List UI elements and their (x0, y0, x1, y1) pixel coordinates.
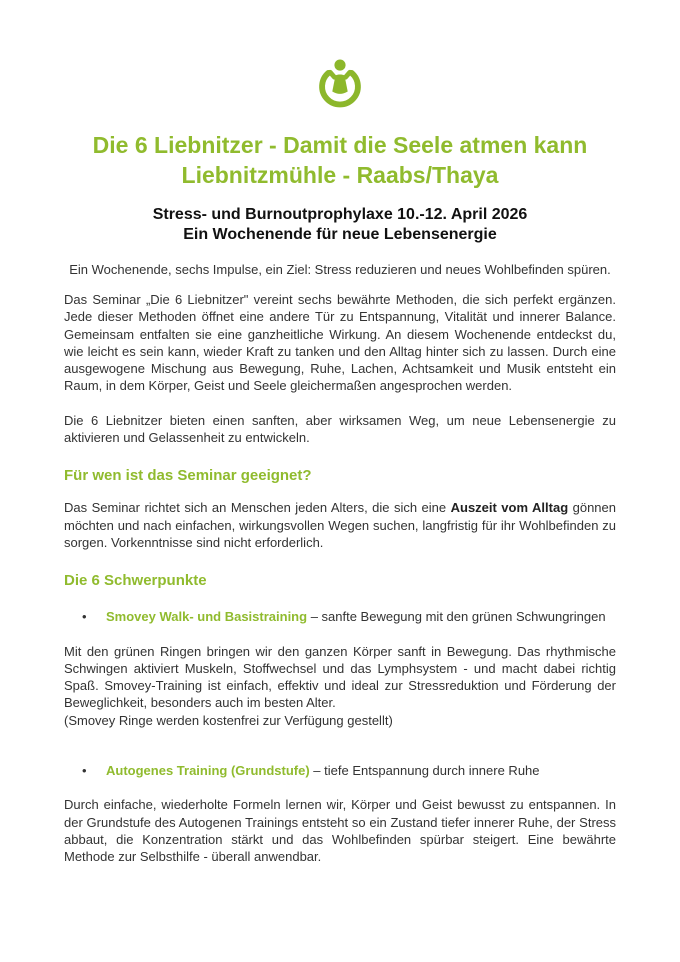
paragraph-smovey: Mit den grünen Ringen bringen wir den ganzen Körper sanft in Bewegung. Das rhythmische Schwingen aktiviert Muskeln, Stoffwechsel und das Lymphsystem - und macht dabei richtig Spaß. Smovey-Training ist einfach, effektiv und ideal zur Stressreduktion und Förderung der Beweglichkeit, besonders auch im besten Alter. (64, 643, 616, 711)
section-heading-focus: Die 6 Schwerpunkte (64, 572, 207, 590)
bullet-item-smovey (64, 608, 616, 625)
subtitle-line1: Stress- und Burnoutprophylaxe 10.-12. April 2026 (152, 206, 528, 223)
title-line1: Die 6 Liebnitzer - Damit die Seele atmen kann (92, 132, 588, 158)
page-title (64, 130, 616, 190)
title-line2: Liebnitzmühle - Raabs/Thaya (181, 162, 499, 188)
paragraph-autogenes: Durch einfache, wiederholte Formeln lernen wir, Körper und Geist bewusst zu entspannen. In der Grundstufe des Autogenen Trainings entsteht so ein Zustand tiefer innerer Ruhe, der Stress abbaut, die Konzentration stärkt und das Wohlbefinden spürbar steigert. Eine bewährte Methode zur Selbsthilfe - überall anwendbar. (64, 797, 616, 865)
smovey-note-line: (Smovey Ringe werden kostenfrei zur Verfügung gestellt) (64, 712, 393, 728)
bullet-icon: • (82, 609, 87, 625)
seminar-subtitle (64, 205, 616, 245)
bullet-text-autogenes: – tiefe Entspannung durch innere Ruhe (313, 763, 540, 779)
audience-text-post: gönnen möchten und nach einfachen, wirkungsvollen Wegen suchen, langfristig für ihr Wohlbefinden zu sorgen. Vorkenntnisse sind nicht erforderlich. (64, 500, 616, 550)
audience-text-bold: Auszeit vom Alltag (450, 500, 569, 516)
logo (64, 57, 616, 109)
bullet-text-smovey: – sanfte Bewegung mit den grünen Schwungringen (310, 609, 606, 625)
intro-line: Ein Wochenende, sechs Impulse, ein Ziel: Stress reduzieren und neues Wohlbefinden spüren. (69, 262, 611, 277)
paragraph-audience (64, 499, 616, 551)
paragraph-benefit: Die 6 Liebnitzer bieten einen sanften, aber wirksamen Weg, um neue Lebensenergie zu aktivieren und Gelassenheit zu entwickeln. (64, 412, 616, 446)
person-in-circle-logo-icon (313, 57, 367, 109)
bullet-label-autogenes: Autogenes Training (Grundstufe) (106, 763, 310, 779)
bullet-icon: • (82, 763, 87, 779)
section-heading-audience: Für wen ist das Seminar geeignet? (64, 467, 312, 485)
subtitle-line2: Ein Wochenende für neue Lebensenergie (183, 226, 497, 243)
paragraph-about-seminar: Das Seminar „Die 6 Liebnitzer" vereint sechs bewährte Methoden, die sich perfekt ergänzen. Jede dieser Methoden öffnet eine andere Tür zu Entspannung, Vitalität und innerer Balance. Gemeinsam entfalten sie eine ganzheitliche Wirkung. An diesem Wochenende entdeckst du, wie leicht es sein kann, wieder Kraft zu tanken und den Alltag hinter sich zu lassen. Durch eine ausgewogene Mischung aus Bewegung, Ruhe, Lachen, Achtsamkeit und Musik entsteht ein Raum, in dem Körper, Geist und Seele gleichermaßen angesprochen werden. (64, 292, 616, 394)
bullet-item-autogenes (64, 762, 616, 779)
bullet-label-smovey: Smovey Walk- und Basistraining (106, 609, 308, 625)
audience-text-pre: Das Seminar richtet sich an Menschen jeden Alters, die sich eine (64, 500, 451, 516)
